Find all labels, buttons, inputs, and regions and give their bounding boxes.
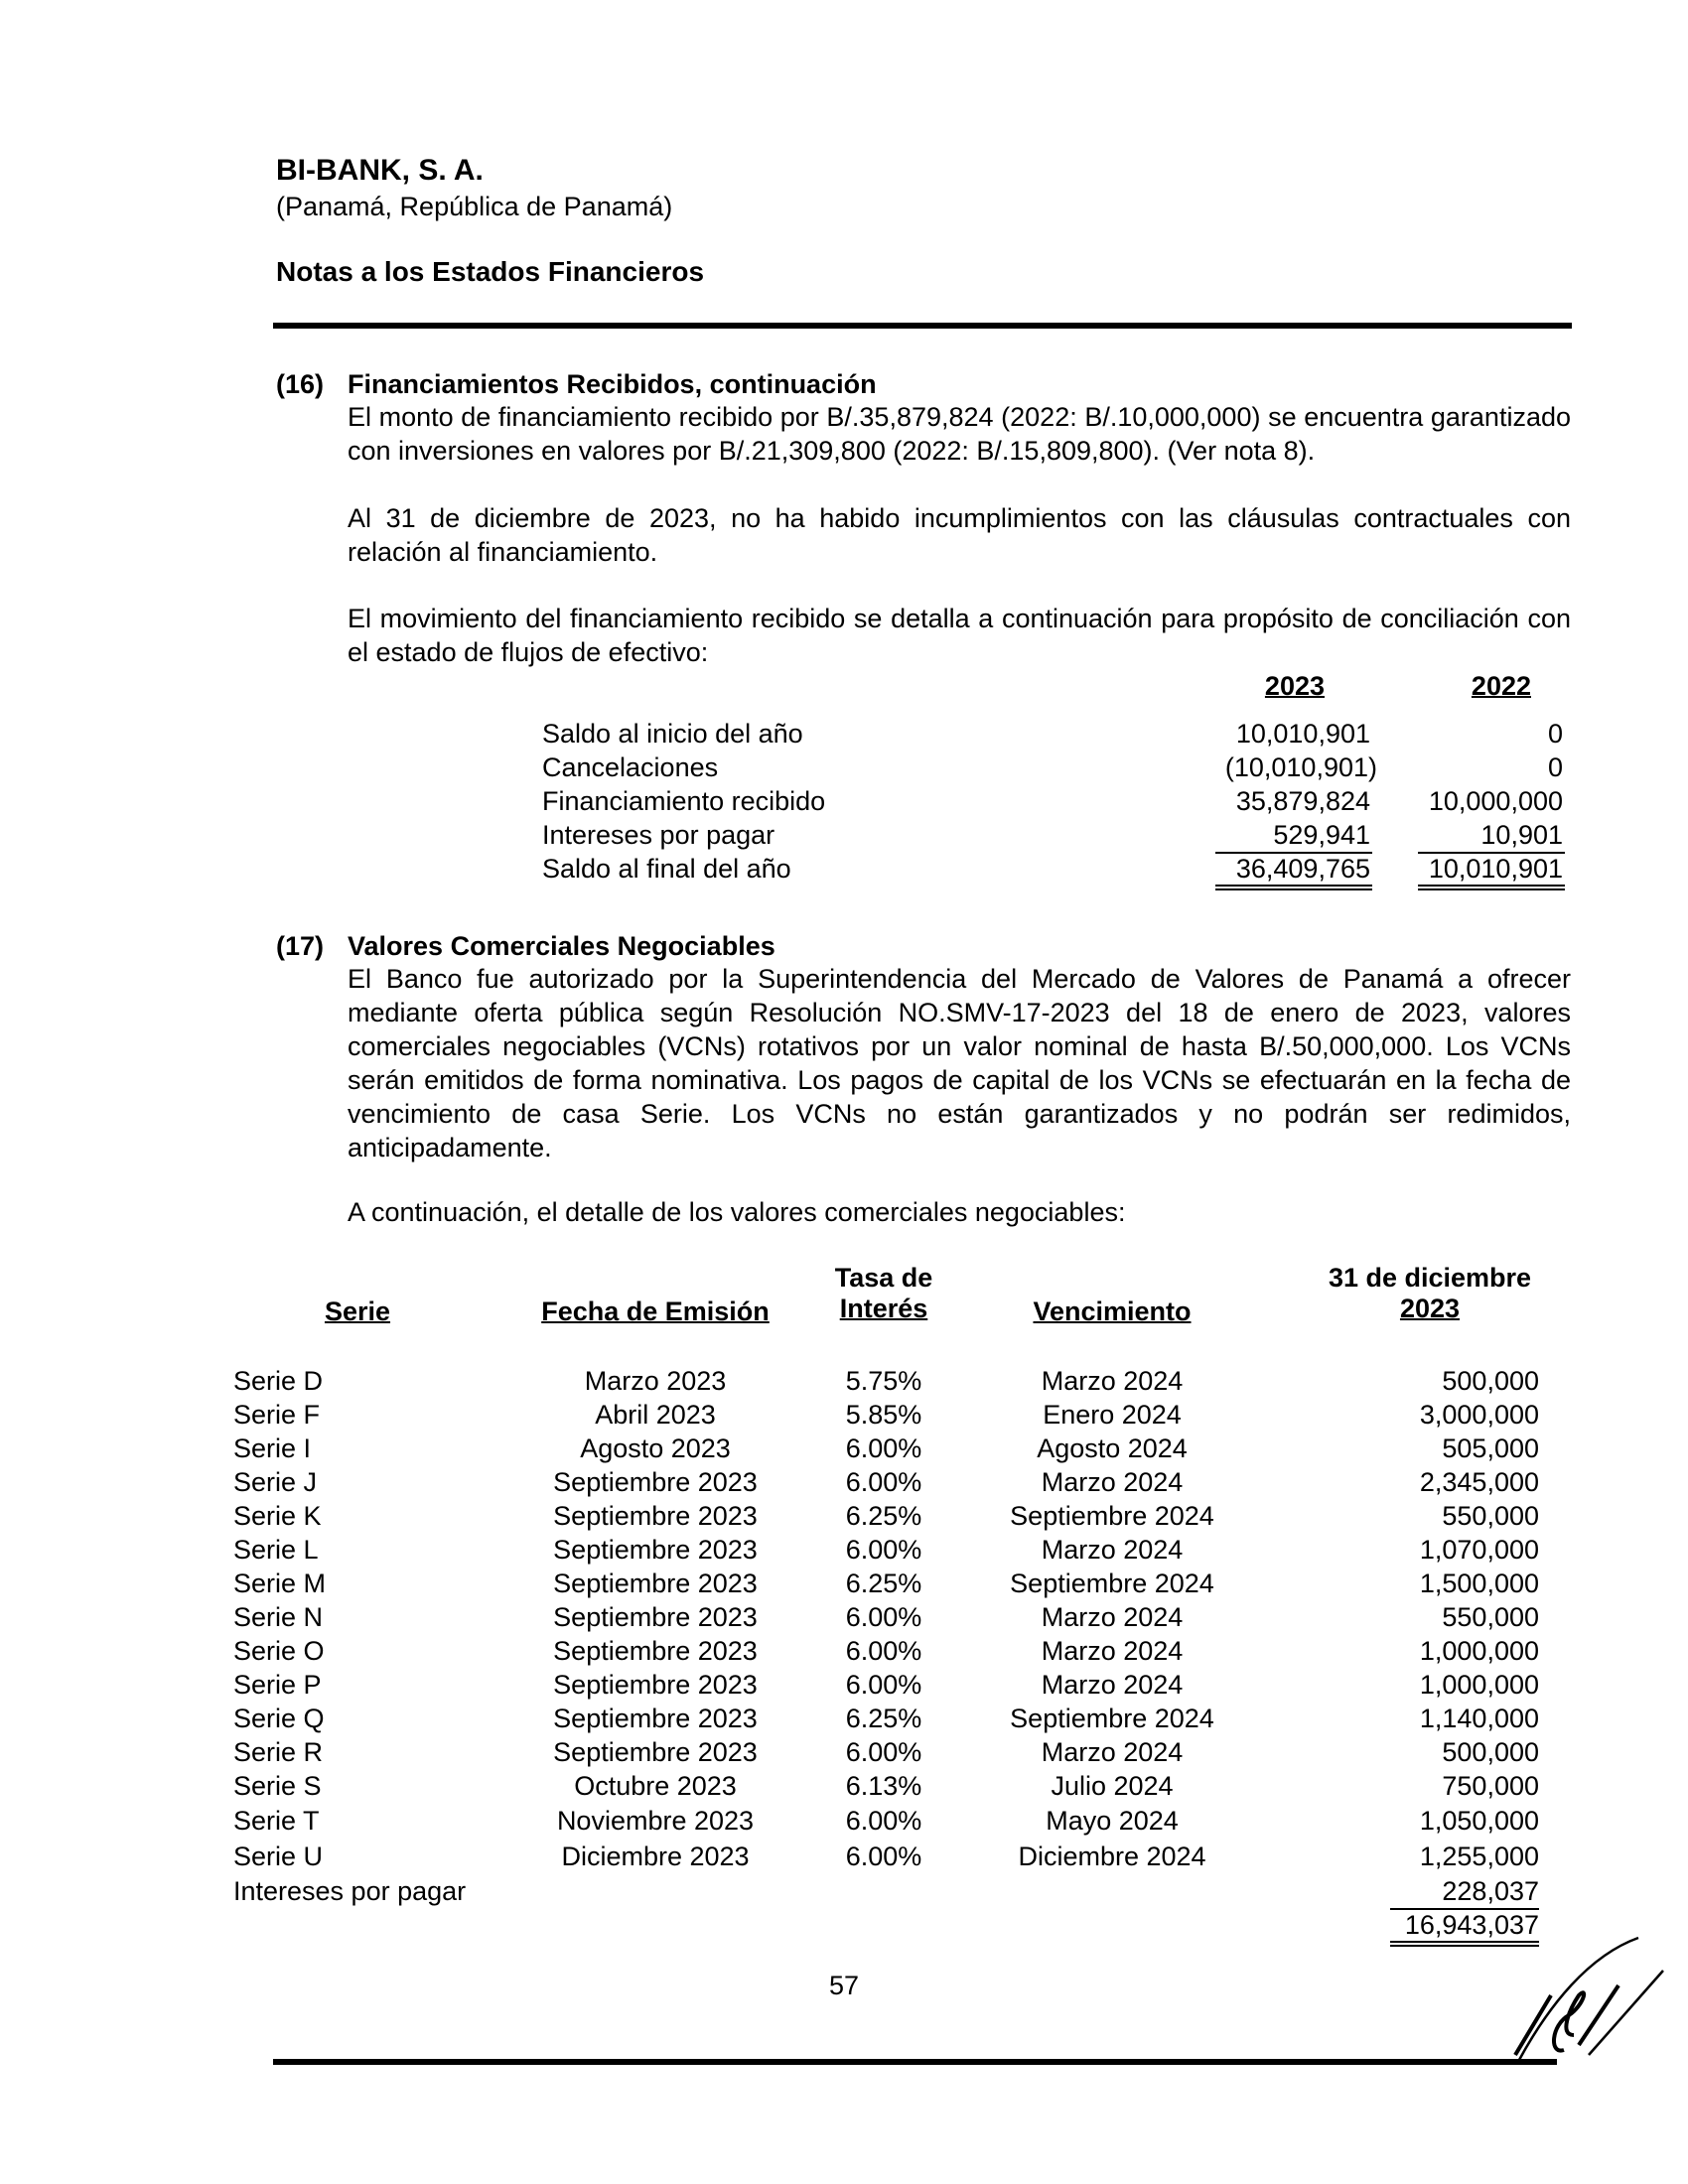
table-row-interest: Intereses por pagar 228,037 [0,1876,1688,1910]
table-row: Serie L Septiembre 2023 6.00% Marzo 2024 1,070,000 [233,1535,1539,1565]
table-row: Serie J Septiembre 2023 6.00% Marzo 2024 2,345,000 [233,1467,1539,1497]
row-label: Financiamiento recibido [542,786,826,816]
value-2023: 35,879,824 [1235,786,1370,816]
table-row: Serie M Septiembre 2023 6.25% Septiembre 2024 1,500,000 [233,1569,1539,1598]
document-title: Notas a los Estados Financieros [276,256,705,287]
row-label: Saldo al inicio del año [542,719,803,749]
company-name: BI-BANK, S. A. [276,154,484,187]
value-2022: 0 [1547,752,1563,782]
note-17-paragraph-2: A continuación, el detalle de los valores comerciales negociables: [348,1197,1126,1227]
table-header-row [348,671,1579,705]
value-2022: 10,901 [1480,820,1563,850]
value-2022: 10,010,901 [1428,854,1563,884]
note-16-number: (16) [276,369,325,399]
value-2023: 529,941 [1273,820,1370,850]
table-row: Serie P Septiembre 2023 6.00% Marzo 2024 1,000,000 [233,1670,1539,1700]
total-double-underline-2022 [1418,885,1565,890]
total-double-underline-2023 [1215,885,1372,890]
column-header-serie: Serie [324,1297,391,1326]
table-row: Serie N Septiembre 2023 6.00% Marzo 2024 550,000 [233,1602,1539,1632]
note-17-number: (17) [276,931,325,961]
signature-icon [1489,1926,1688,2065]
column-header-monto: 31 de diciembre 2023 [1328,1263,1532,1323]
table-row-total [348,854,1579,887]
table-row: Serie F Abril 2023 5.85% Enero 2024 3,000,000 [233,1400,1539,1430]
column-header-vencimiento: Vencimiento [1033,1297,1192,1326]
table-row: Serie I Agosto 2023 6.00% Agosto 2024 505,000 [233,1433,1539,1463]
note-17-title: Valores Comerciales Negociables [348,931,775,961]
table-row: Serie T Noviembre 2023 6.00% Mayo 2024 1,050,000 [233,1806,1539,1836]
note-16-title: Financiamientos Recibidos, continuación [348,369,877,399]
table-row: Serie K Septiembre 2023 6.25% Septiembre 2024 550,000 [233,1501,1539,1531]
value-2022: 0 [1547,719,1563,749]
value-2023: 10,010,901 [1235,719,1370,749]
table-row [348,820,1579,854]
header-rule [273,323,1572,329]
column-header-fecha-emision: Fecha de Emisión [541,1297,770,1326]
table-row [348,719,1579,752]
table-row: Serie U Diciembre 2023 6.00% Diciembre 2024 1,255,000 [233,1842,1539,1871]
note-16-paragraph-2: Al 31 de diciembre de 2023, no ha habido incumplimientos con las cláusulas contractuales con relación al financiamiento. [348,503,1571,567]
table-row: Serie O Septiembre 2023 6.00% Marzo 2024 1,000,000 [233,1636,1539,1666]
column-header-tasa-interes: Tasa de Interés [834,1263,933,1323]
column-header-2022: 2022 [1471,671,1531,701]
table-row: Serie R Septiembre 2023 6.00% Marzo 2024 500,000 [233,1737,1539,1767]
value-2023: 36,409,765 [1235,854,1370,884]
row-label: Saldo al final del año [542,854,791,884]
table-row: Serie S Octubre 2023 6.13% Julio 2024 750,000 [233,1771,1539,1801]
note-16-paragraph-1: El monto de financiamiento recibido por B/.35,879,824 (2022: B/.10,000,000) se encuentra garantizado con inversiones en valores por B/.21,309,800 (2022: B/.15,809,800). (Ver nota 8). [348,402,1571,466]
value-2023: (10,010,901) [1224,752,1377,782]
row-label: Intereses por pagar [542,820,775,850]
note-16-paragraph-3: El movimiento del financiamiento recibido se detalla a continuación para propósito de conciliación con el estado de flujos de efectivo: [348,604,1571,667]
page-number: 57 [828,1971,860,2000]
footer-rule [273,2059,1557,2065]
row-label: Cancelaciones [542,752,719,782]
table-row [348,786,1579,820]
table-row: Serie Q Septiembre 2023 6.25% Septiembre 2024 1,140,000 [233,1704,1539,1733]
financing-reconciliation-table [348,671,1579,887]
company-location: (Panamá, República de Panamá) [276,192,673,221]
table-row-total: 16,943,037 [0,1910,1688,1944]
column-header-2023: 2023 [1264,671,1325,701]
value-2022: 10,000,000 [1428,786,1563,816]
table-row [348,752,1579,786]
table-row: Serie D Marzo 2023 5.75% Marzo 2024 500,000 [233,1366,1539,1396]
note-17-paragraph-1: El Banco fue autorizado por la Superintendencia del Mercado de Valores de Panamá a ofrecer mediante oferta pública según Resolución NO.SMV-17-2023 del 18 de enero de 2023, valores comerciales negociables (VCNs) rotativos por un valor nominal de hasta B/.50,000,000. Los VCNs serán emitidos de forma nominativa. Los pagos de capital de los VCNs se efectuarán en la fecha de vencimiento de casa Serie. Los VCNs no están garantizados y no podrán ser redimidos, anticipadamente. [348,964,1571,1162]
